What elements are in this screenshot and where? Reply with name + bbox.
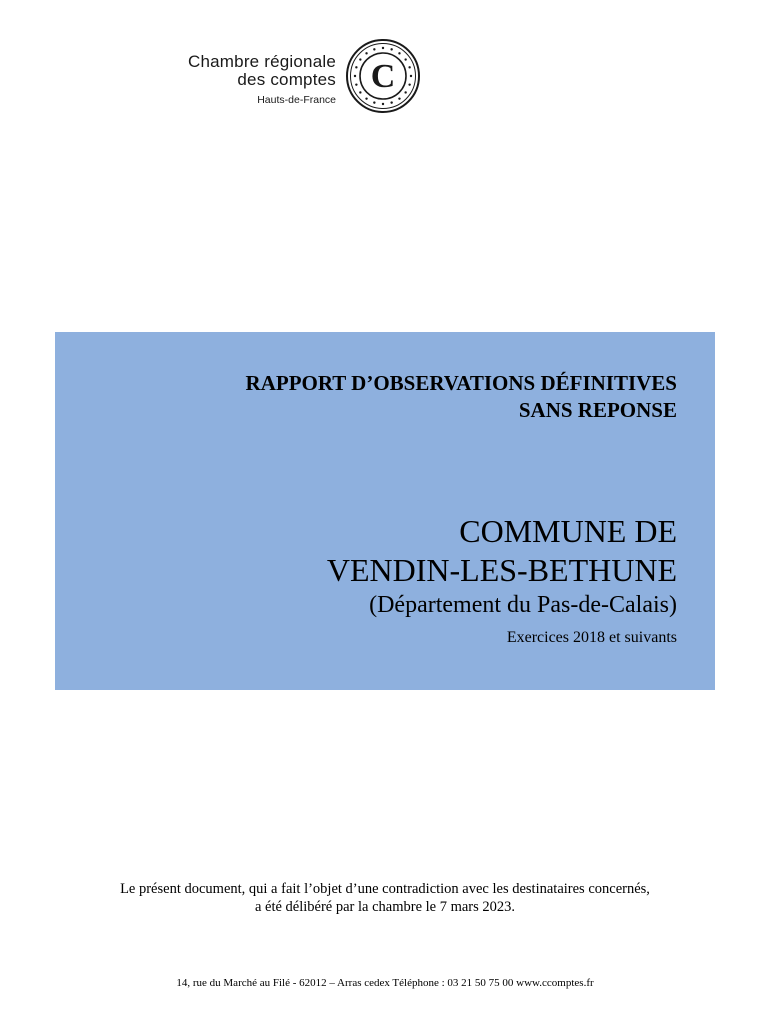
seal-dot <box>382 103 384 105</box>
seal-dot <box>390 101 392 103</box>
seal-dot <box>373 101 375 103</box>
seal-dot <box>365 52 367 54</box>
seal-dot <box>355 66 357 68</box>
seal-dot <box>410 75 412 77</box>
deliberation-line2: a été délibéré par la chambre le 7 mars 2023. <box>254 899 516 915</box>
departement-subtitle: (Département du Pas-de-Calais) <box>369 592 677 618</box>
seal-dot <box>398 97 400 99</box>
seal-dot <box>398 52 400 54</box>
seal-dot <box>404 58 406 60</box>
commune-title-line1: COMMUNE DE <box>459 513 677 549</box>
report-title-line1: RAPPORT D’OBSERVATIONS DÉFINITIVES <box>245 371 677 395</box>
deliberation-line1: Le présent document, qui a fait l’objet d’une contradiction avec les destinataires concernés, <box>120 881 650 897</box>
seal-dot <box>408 83 410 85</box>
crc-logo <box>160 38 430 114</box>
report-title-line2: SANS REPONSE <box>518 398 677 422</box>
seal-dot <box>365 97 367 99</box>
footer-address: 14, rue du Marché au Filé - 62012 – Arras cedex Téléphone : 03 21 50 75 00 www.ccomptes.fr <box>176 977 594 989</box>
seal-dot <box>359 91 361 93</box>
deliberation-note <box>0 880 770 916</box>
seal-icon <box>344 38 422 114</box>
seal-dot <box>390 48 392 50</box>
commune-title <box>327 512 677 590</box>
seal-dot <box>404 91 406 93</box>
seal-dot <box>359 58 361 60</box>
logo-line-region: Hauts-de-France <box>257 94 336 106</box>
seal-dot <box>408 66 410 68</box>
logo-line-comptes: des comptes <box>237 70 336 89</box>
report-title <box>246 370 677 424</box>
seal-letter: C <box>370 58 396 95</box>
logo-text <box>188 53 336 107</box>
seal-dot <box>355 83 357 85</box>
seal-dot <box>354 75 356 77</box>
logo-line-chambre: Chambre régionale <box>188 52 336 71</box>
seal-dot <box>382 47 384 49</box>
exercices-period: Exercices 2018 et suivants <box>506 629 677 646</box>
seal-dot <box>373 48 375 50</box>
commune-title-line2: VENDIN-LES-BETHUNE <box>326 552 677 588</box>
